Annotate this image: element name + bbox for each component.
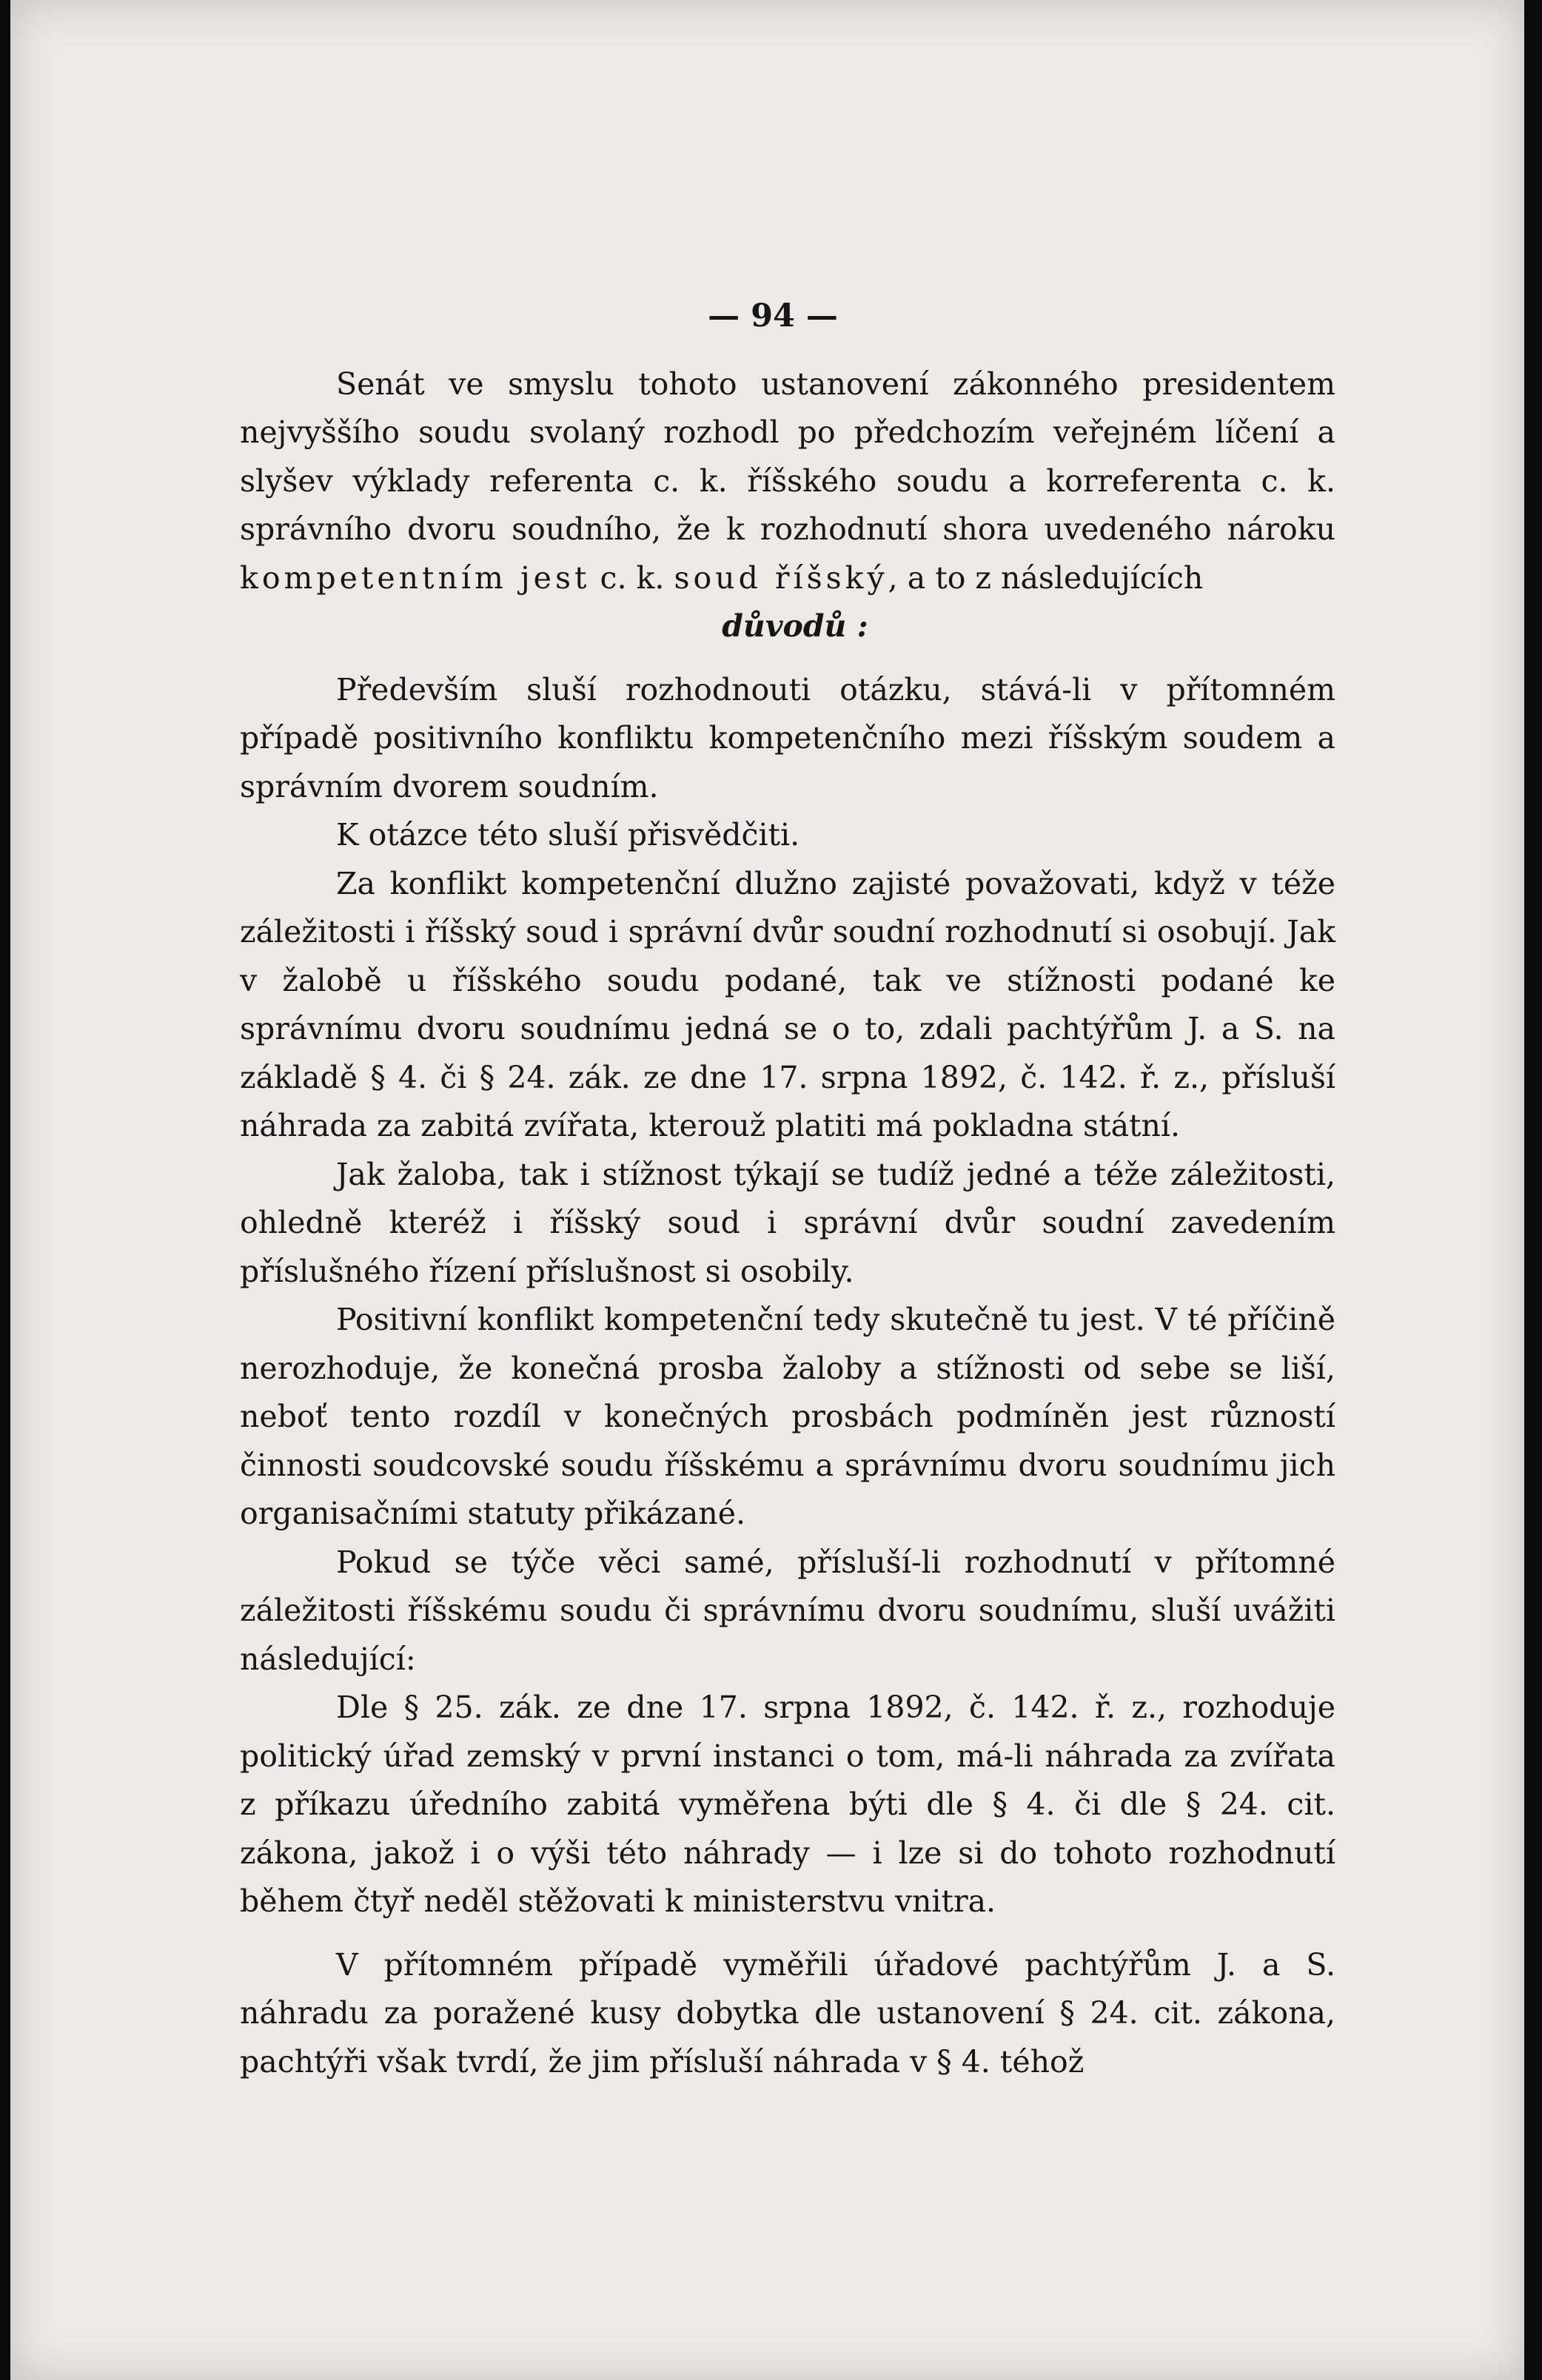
page-number: — 94 — [708, 298, 838, 335]
spaced-text-kompetentnim: kompetentním jest [240, 559, 591, 596]
section-heading: důvodů : [722, 608, 868, 644]
paragraph-senat [240, 360, 1335, 603]
document-body [240, 292, 1335, 2086]
paragraph-8: V přítomném případě vyměřili úřadové pachtýřům J. a S. náhradu za poražené kusy dobytka dle ustanovení § 24. cit. zákona, pachtýři však tvrdí, že jim přísluší náhrada v § 4. téhož [240, 1946, 1335, 2080]
paragraph-1: Především sluší rozhodnouti otázku, stává-li v přítomném případě positivního konfliktu kompetenčního mezi říšským soudem a správním dvorem soudním. [240, 671, 1335, 804]
paragraph-5: Positivní konflikt kompetenční tedy skutečně tu jest. V té příčině nerozhoduje, že konečná prosba žaloby a stížnosti od sebe se liší, neboť tento rozdíl v konečných prosbách podmíněn jest růzností činnosti soudcovské soudu říšskému a správnímu dvoru soudnímu jich organisačními statuty přikázané. [240, 1302, 1335, 1531]
paragraph-6: Pokud se týče věci samé, přísluší-li rozhodnutí v přítomné záležitosti říšskému soudu či správnímu dvoru soudnímu, sluší uvážiti následující: [240, 1544, 1335, 1677]
paragraph-2: K otázce této sluší přisvědčiti. [336, 817, 800, 853]
paragraph-senat-part1: Senát ve smyslu tohoto ustanovení zákonného presidentem nejvyššího soudu svolaný rozhodl po předchozím veřejném líčení a slyšev výklady referenta c. k. říšského soudu a korreferenta c. k. správního dvoru soudního, že k rozhodnutí shora uvedeného nároku [240, 366, 1335, 547]
paragraph-4: Jak žaloba, tak i stížnost týkají se tudíž jedné a téže záležitosti, ohledně kteréž i říšský soud i správní dvůr soudní zavedením příslušného řízení příslušnost si osobily. [240, 1156, 1335, 1289]
paragraph-senat-part3: , a to z následujících [888, 559, 1204, 596]
paragraph-senat-part2: c. k. [590, 559, 674, 596]
document-page [10, 0, 1524, 2380]
paragraph-7: Dle § 25. zák. ze dne 17. srpna 1892, č. 142. ř. z., rozhoduje politický úřad zemský v první instanci o tom, má-li náhrada za zvířata z příkazu úředního zabitá vyměřena býti dle § 4. či dle § 24. cit. zákona, jakož i o výši této náhrady — i lze si do tohoto rozhodnutí během čtyř neděl stěžovati k ministerstvu vnitra. [240, 1690, 1335, 1919]
spaced-text-soud-risky: soud říšský [674, 559, 888, 596]
paragraph-3: Za konflikt kompetenční dlužno zajisté považovati, když v téže záležitosti i říšský soud i správní dvůr soudní rozhodnutí si osobují. Jak v žalobě u říšského soudu podané, tak ve stížnosti podané ke správnímu dvoru soudnímu jedná se o to, zdali pachtýřům J. a S. na základě § 4. či § 24. zák. ze dne 17. srpna 1892, č. 142. ř. z., přísluší náhrada za zabitá zvířata, kterouž platiti má pokladna státní. [240, 865, 1335, 1143]
